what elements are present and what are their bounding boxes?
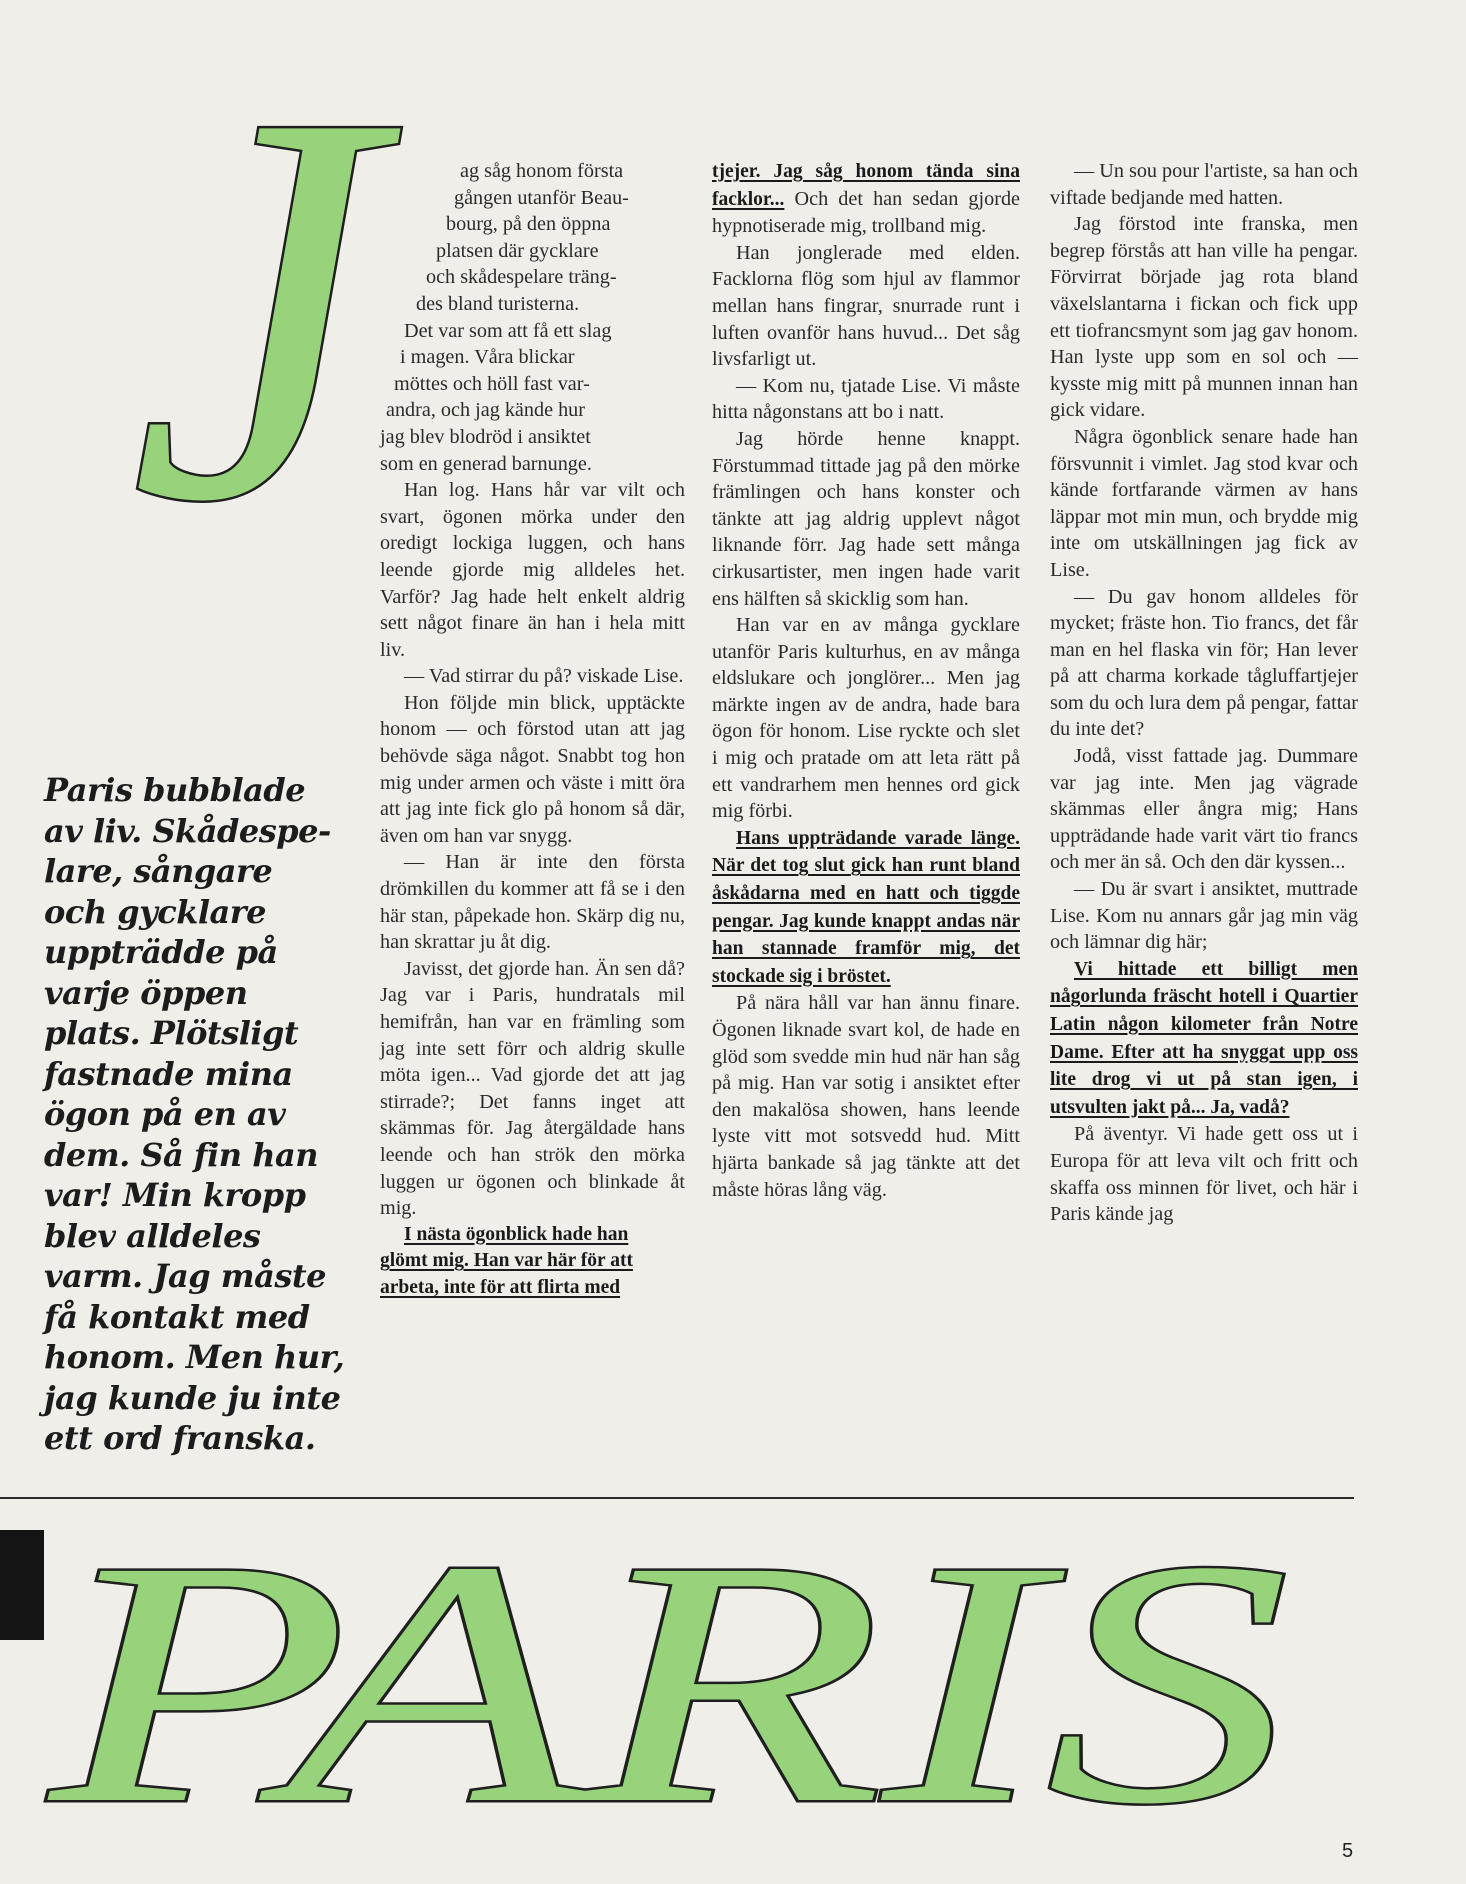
pull-quote-line: Paris bubblade xyxy=(44,771,306,809)
lead-paragraph xyxy=(380,158,685,477)
text-line: andra, och jag kände hur xyxy=(386,399,585,422)
pull-quote-line: uppträdde på xyxy=(44,933,278,971)
paris-headline xyxy=(40,1500,1320,1830)
pull-quote-line: fastnade mina xyxy=(44,1054,293,1093)
paragraph: Hon följde min blick, upptäckte honom — och förstod utan att jag behövde säga något. Snabbt tog hon mig under armen och väste i mitt öra att jag inte fick glo på honom så där, även om han var snygg. xyxy=(380,691,685,847)
black-marker-bar xyxy=(0,1530,44,1640)
pull-quote-line: var! Min kropp xyxy=(44,1176,306,1214)
paragraph: Jodå, visst fattade jag. Dummare var jag inte. Men jag vägrade skämmas eller ångra mig; Hans uppträdande hade varit värt tio francs och mer än så. Och den där kyssen... xyxy=(1050,745,1358,874)
text-line: ag såg honom första xyxy=(460,160,624,182)
highlight-line: arbeta, inte för att flirta med xyxy=(380,1276,621,1298)
article-column-1 xyxy=(380,158,685,1302)
highlighted-passage xyxy=(380,1222,685,1302)
paragraph: Han var en av många gycklare utanför Paris kulturhus, en av många eldslukare och jonglörer... Men jag märkte ingen av de andra, hade bara ögon för honom. Lise ryckte och slet i mig och pratade om att leta rätt på ett vandrarhem men hennes ord gick mig förbi. xyxy=(712,614,1020,823)
highlight-text: tjejer. Jag såg honom tända sina facklor... xyxy=(712,161,1020,210)
text-line: i magen. Våra blickar xyxy=(400,346,575,369)
paragraph: Han jonglerade med elden. Facklorna flög som hjul av flammor mellan hans fingrar, snurrade runt i luften ovanför hans huvud... Det såg livsfarligt ut. xyxy=(712,241,1020,371)
page-number: 5 xyxy=(1342,1840,1354,1862)
paragraph: — Un sou pour l'artiste, sa han och viftade bedjande med hatten. xyxy=(1050,160,1358,209)
highlight-text: Hans uppträdande varade länge. När det tog slut gick han runt bland åskådarna med en hatt och tiggde pengar. Jag kunde knappt andas när han stannade framför mig, det stockade sig i bröstet. xyxy=(712,827,1020,987)
paragraph: Jag förstod inte franska, men begrep förstås att han ville ha pengar. Förvirrat började jag rota bland växelslantarna i fickan och fick upp ett tiofrancsmynt som jag gav honom. Han lyste upp som en sol och — kysste mig mitt på munnen innan han gick vidare. xyxy=(1050,213,1358,422)
pull-quote-line: av liv. Skådespe- xyxy=(44,811,331,850)
pull-quote-line: varm. Jag måste xyxy=(44,1257,326,1295)
paragraph: — Du är svart i ansiktet, muttrade Lise. Kom nu annars går jag min väg och lämnar dig här; xyxy=(1050,878,1358,954)
pull-quote-line: jag kunde ju inte xyxy=(44,1378,341,1417)
pull-quote-line: blev alldeles xyxy=(44,1216,261,1255)
text-line: bourg, på den öppna xyxy=(446,213,611,236)
highlight-line: glömt mig. Han var här för att xyxy=(380,1250,633,1272)
pull-quote-line: ett ord franska. xyxy=(44,1419,316,1457)
paragraph: Jag hörde henne knappt. Förstummad tittade jag på den mörke främlingen och hans konster och tänkte att jag aldrig upplevt något liknande förr. Jag hade sett många cirkusartister, men ingen hade varit ens hälften så skicklig som han. xyxy=(712,427,1020,610)
text-line: platsen där gycklare xyxy=(436,239,599,262)
paragraph: — Han är inte den första drömkillen du kommer att få se i den här stan, påpekade hon. Skärp dig nu, han skrattar ju åt dig. xyxy=(380,851,685,954)
article-column-2 xyxy=(712,158,1020,1203)
highlight-text: Vi hittade ett billigt men någorlunda fräscht hotell i Quartier Latin någon kilometer från Notre Dame. Efter att ha snyggat upp oss lite drog vi ut på stan igen, i utsvulten jakt på... Ja, vadå? xyxy=(1050,958,1358,1118)
paragraph: Han log. Hans hår var vilt och svart, ögonen mörka under den oredigt lockiga luggen, och hans leende gjorde mig alldeles het. Varför? Jag hade helt enkelt aldrig sett något finare än han i hela mitt liv. xyxy=(380,479,685,661)
paragraph-continuation: Och det han sedan gjorde hypnotiserade mig, trollband mig. xyxy=(712,187,1020,238)
pull-quote-line: plats. Plötsligt xyxy=(44,1014,299,1052)
pull-quote-line: få kontakt med xyxy=(44,1297,310,1336)
paragraph: På äventyr. Vi hade gett oss ut i Europa för att leva vilt och fritt och skaffa oss minnen för livet, och här i Paris kände jag xyxy=(1050,1123,1358,1226)
section-divider xyxy=(0,1497,1354,1499)
text-line: des bland turisterna. xyxy=(416,292,580,315)
text-line: som en generad barnunge. xyxy=(380,452,592,475)
pull-quote xyxy=(44,770,364,1459)
text-line: gången utanför Beau- xyxy=(454,186,629,209)
highlighted-passage xyxy=(712,825,1020,991)
text-line: och skådespelare träng- xyxy=(426,266,617,289)
text-line: jag blev blodröd i ansiktet xyxy=(380,425,591,448)
paris-headline-text: PARIS xyxy=(42,1500,1291,1830)
paragraph: — Vad stirrar du på? viskade Lise. xyxy=(404,665,684,688)
highlight-line: I nästa ögonblick hade han xyxy=(404,1223,629,1245)
paragraph: Några ögonblick senare hade han försvunnit i vimlet. Jag stod kvar och kände fortfarande värmen av hans läppar mot min mun, och brydde mig inte om utskällningen jag fick av Lise. xyxy=(1050,425,1358,581)
paragraph: På nära håll var han ännu finare. Ögonen liknade svart kol, de hade en glöd som svedde min hud när han såg på mig. Han var sotig i ansiktet efter den makalösa showen, hans leende lyste vitt mot sotsvedd hud. Mitt hjärta bankade så jag tänkte att det måste höras lång väg. xyxy=(712,992,1020,1201)
paragraph: — Du gav honom alldeles för mycket; fräste hon. Tio francs, det får man en hel flaska vin för; Han lever på att charma korkade tågluffartjejer som du och lura dem på pengar, fattar du inte det? xyxy=(1050,585,1358,741)
pull-quote-line: dem. Så fin han xyxy=(44,1135,318,1174)
pull-quote-line: ögon på en av xyxy=(44,1095,286,1133)
text-line: möttes och höll fast var- xyxy=(394,372,590,395)
highlighted-passage xyxy=(1050,956,1358,1122)
paragraph: Javisst, det gjorde han. Än sen då? Jag var i Paris, hundratals mil hemifrån, han var en främling som jag inte sett förr och aldrig skulle möta igen... Vad gjorde det att jag stirrade?; Det fanns inget att skämmas för. Jag återgäldade hans leende och han strök den mörka luggen ur ögonen och blinkade åt mig. xyxy=(380,957,685,1220)
pull-quote-line: och gycklare xyxy=(44,892,266,931)
paragraph xyxy=(712,158,1020,240)
dropcap-glyph: J xyxy=(130,25,379,555)
article-column-3 xyxy=(1050,158,1358,1228)
text-line: Det var som att få ett slag xyxy=(404,319,612,342)
pull-quote-line: lare, sångare xyxy=(44,852,273,890)
pull-quote-line: varje öppen xyxy=(44,973,248,1012)
paragraph: — Kom nu, tjatade Lise. Vi måste hitta någonstans att bo i natt. xyxy=(712,374,1020,424)
pull-quote-line: honom. Men hur, xyxy=(44,1338,345,1376)
